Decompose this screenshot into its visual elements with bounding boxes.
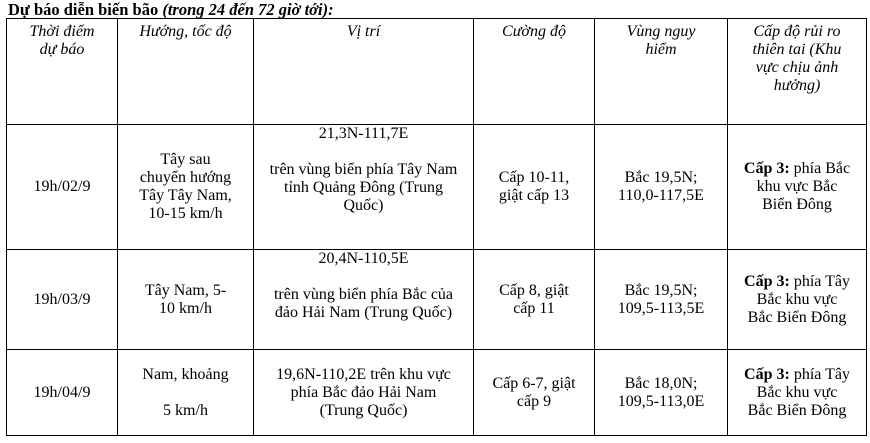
section-heading [8,0,334,20]
column-header-risk-level: Cấp độ rủi ro thiên tai (Khu vực chịu ảnh hưởng) [728,19,867,125]
cell-intensity: Cấp 10-11, giật cấp 13 [474,125,595,250]
cell-danger-zone: Bắc 19,5N; 110,0-117,5E [595,125,728,250]
location-description: trên vùng biển phía Bắc của đảo Hải Nam (Trung Quốc) [273,286,454,321]
column-header-danger-zone: Vùng nguy hiểm [595,19,728,125]
risk-level: Cấp 3: [744,272,790,290]
column-header-intensity: Cường độ [474,19,595,125]
risk-area: phía Tây Bắc khu vực Bắc Biển Đông [747,272,850,326]
location-coordinate: 20,4N-110,5E [318,250,409,267]
cell-time: 19h/03/9 [7,250,118,350]
cell-risk [728,350,867,436]
risk-area: phía Tây Bắc khu vực Bắc Biển Đông [747,365,850,419]
cell-danger-zone: Bắc 18,0N; 109,5-113,0E [595,350,728,436]
cell-location: 19,6N-110,2E trên khu vực phía Bắc đảo Hải Nam (Trung Quốc) [254,350,474,436]
heading-italic: (trong 24 đến 72 giờ tới): [162,0,334,19]
cell-danger-zone: Bắc 19,5N; 109,5-113,5E [595,250,728,350]
cell-intensity: Cấp 8, giật cấp 11 [474,250,595,350]
cell-location [254,125,474,250]
cell-intensity: Cấp 6-7, giật cấp 9 [474,350,595,436]
cell-direction: Nam, khoảng 5 km/h [118,350,254,436]
storm-forecast-table [6,18,867,436]
risk-area: phía Bắc khu vực Bắc Biển Đông [756,160,851,213]
table-row [7,125,867,250]
cell-time: 19h/02/9 [7,125,118,250]
column-header-location: Vị trí [254,19,474,125]
table-row [7,250,867,350]
column-header-direction: Hướng, tốc độ [118,19,254,125]
cell-direction: Tây sau chuyển hướng Tây Tây Nam, 10-15 km/h [118,125,254,250]
table-row [7,350,867,436]
column-header-time: Thời điểm dự báo [7,19,118,125]
heading-bold: Dự báo diễn biến bão [8,0,163,19]
cell-risk [728,250,867,350]
table-header-row [7,19,867,125]
cell-location [254,250,474,350]
cell-direction: Tây Nam, 5- 10 km/h [118,250,254,350]
cell-time: 19h/04/9 [7,350,118,436]
location-coordinate: 21,3N-111,7E [318,125,409,142]
location-description: trên vùng biển phía Tây Nam tỉnh Quảng Đông (Trung Quốc) [269,161,458,214]
risk-level: Cấp 3: [744,365,790,383]
risk-level: Cấp 3: [743,160,790,177]
cell-risk [728,125,867,250]
